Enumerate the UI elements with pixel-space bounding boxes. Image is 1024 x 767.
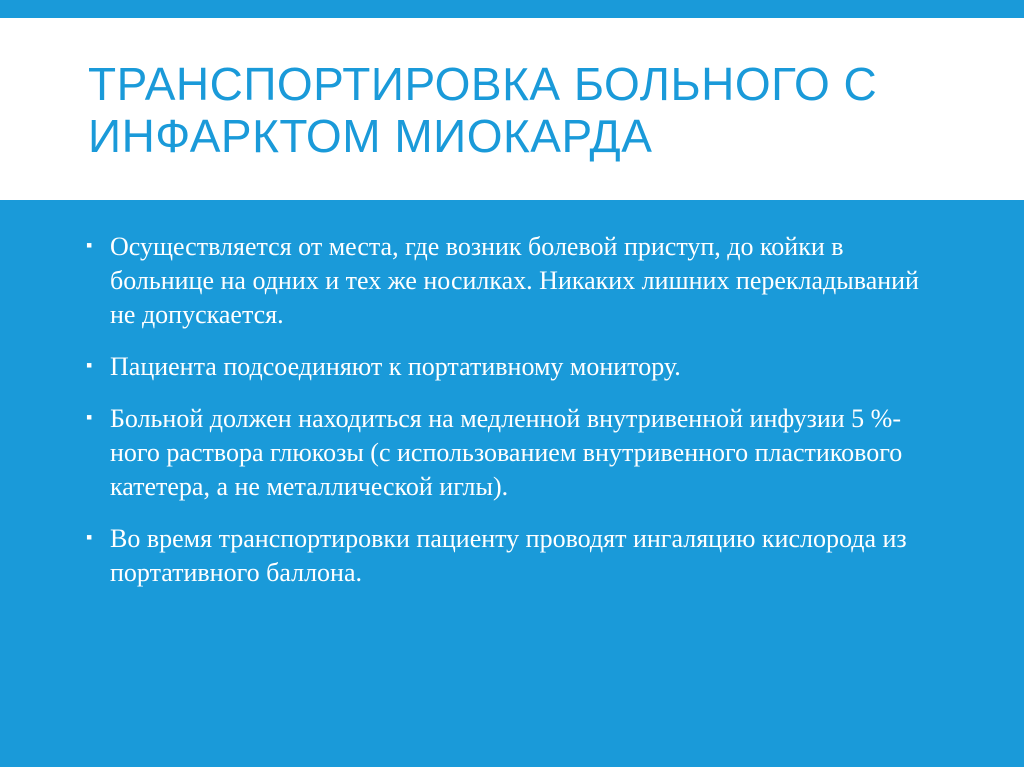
bullet-marker-icon: ▪: [86, 235, 93, 255]
bullet-item: [86, 522, 946, 590]
bullet-item: [86, 230, 946, 332]
bullet-list: [86, 230, 946, 608]
bullet-item: [86, 350, 946, 384]
bullet-text: Больной должен находиться на медленной внутривенной инфузии 5 %-ного раствора глюкозы (с использованием внутривенного пластикового катетера, а не металлической иглы).: [110, 404, 903, 501]
slide-title: ТРАНСПОРТИРОВКА БОЛЬНОГО С ИНФАРКТОМ МИОКАРДА: [88, 58, 878, 162]
bullet-text: Пациента подсоединяют к портативному монитору.: [110, 352, 681, 381]
bullet-marker-icon: ▪: [86, 355, 93, 375]
bullet-item: [86, 402, 946, 504]
bullet-marker-icon: ▪: [86, 407, 93, 427]
top-accent-stripe: [0, 0, 1024, 18]
bullet-text: Во время транспортировки пациенту проводят ингаляцию кислорода из портативного баллона.: [110, 524, 907, 587]
bullet-marker-icon: ▪: [86, 527, 93, 547]
bullet-text: Осуществляется от места, где возник болевой приступ, до койки в больнице на одних и тех же носилках. Никаких лишних перекладываний не допускается.: [110, 232, 919, 329]
